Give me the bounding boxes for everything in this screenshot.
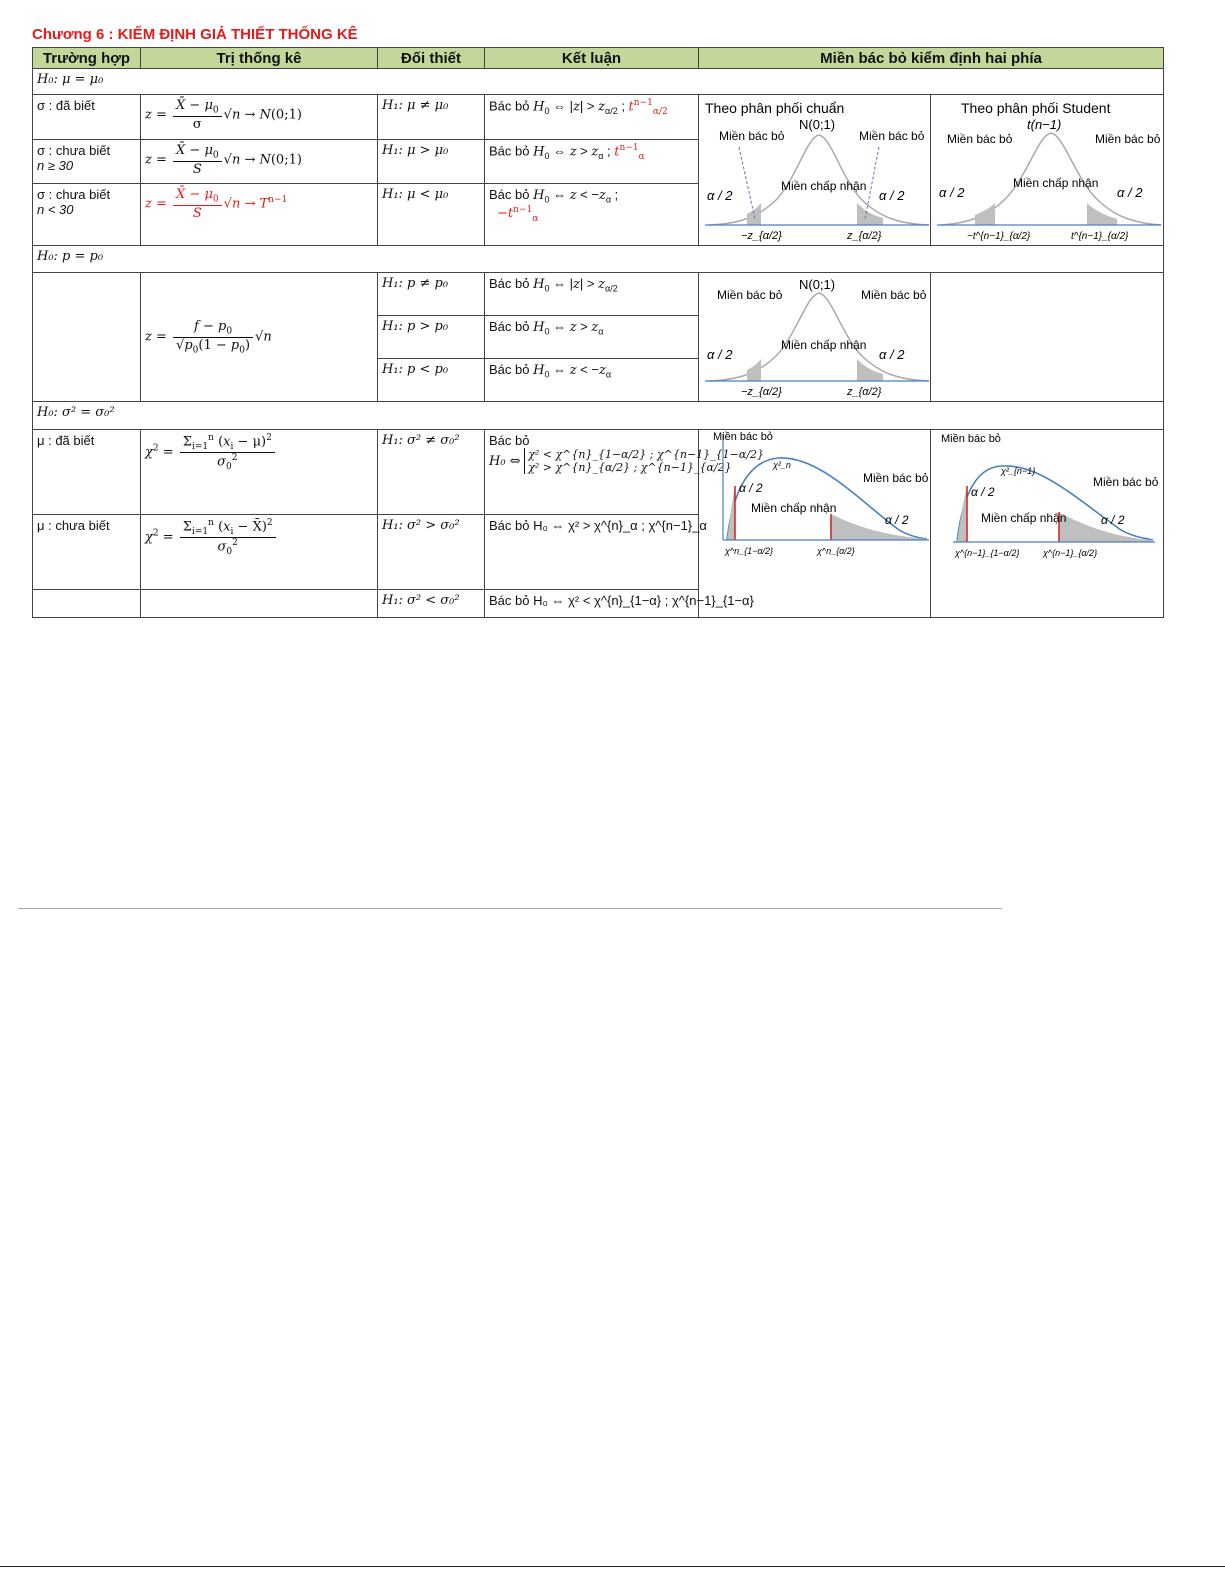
concl-prop-gt: Bác bỏ $H_0$ ⇔ $z > z_\alpha$ bbox=[485, 316, 699, 359]
chi1-dist-label: χ²_{n−1} bbox=[1001, 466, 1036, 476]
chi-square-n1-chart bbox=[931, 430, 1163, 558]
chi-left-shade bbox=[727, 486, 735, 540]
section-variance: H₀: σ² = σ₀² bbox=[33, 402, 1164, 430]
alpha-left-2: α / 2 bbox=[707, 347, 733, 362]
chi-alpha-right: α / 2 bbox=[885, 513, 909, 527]
normal-left-crit-2: −z_{α/2} bbox=[741, 386, 782, 398]
concl-var-gt: Bác bỏ H₀ ⇔ χ² > χ^{n}_α ; χ^{n−1}_α bbox=[485, 515, 699, 590]
student-left-crit: −t^{n−1}_{α/2} bbox=[967, 231, 1031, 242]
left-tail-shade bbox=[747, 203, 761, 225]
header-case: Trường hợp bbox=[33, 48, 141, 69]
concl-var-neq-label: Bác bỏ bbox=[489, 433, 530, 448]
student-dist-label: t(n−1) bbox=[1027, 117, 1062, 132]
section-mean: H₀: μ = μ₀ bbox=[33, 69, 1164, 95]
case-sigma-known: σ : đã biết bbox=[33, 95, 141, 140]
stat-empty bbox=[141, 590, 378, 618]
stat-z-s: z = $\frac{X̄ - \mu_0}{S}$ √n → N(0;1) bbox=[141, 140, 378, 184]
student-reject-right: Miền bác bỏ bbox=[1095, 132, 1161, 146]
header-alternative: Đối thiết bbox=[378, 48, 485, 69]
alpha-right: α / 2 bbox=[879, 188, 905, 203]
chi1-left-crit: χ^{n−1}_{1−α/2} bbox=[955, 548, 1020, 558]
normal-chart-cell-2 bbox=[699, 273, 931, 402]
alt-mean-gt: H₁: μ > μ₀ bbox=[378, 140, 485, 184]
case-empty bbox=[33, 590, 141, 618]
chi-reject-left: Miền bác bỏ bbox=[713, 431, 773, 443]
alpha-left: α / 2 bbox=[707, 188, 733, 203]
chi-accept-label: Miền chấp nhận bbox=[751, 501, 837, 515]
reject-left-label-2: Miền bác bỏ bbox=[717, 288, 783, 302]
chi1-alpha-left: α / 2 bbox=[971, 485, 995, 499]
concl-var-sys-2: χ² > χ^{n}_{α/2} ; χ^{n−1}_{α/2} bbox=[528, 461, 732, 474]
concl-var-lt: Bác bỏ H₀ ⇔ χ² < χ^{n}_{1−α} ; χ^{n−1}_{1−α} bbox=[485, 590, 699, 618]
student-chart-cell bbox=[931, 95, 1164, 246]
bottom-rule bbox=[0, 1566, 1225, 1567]
chi1-right-crit: χ^{n−1}_{α/2} bbox=[1043, 548, 1098, 558]
section-proportion: H₀: p = p₀ bbox=[33, 246, 1164, 273]
alt-mean-lt: H₁: μ < μ₀ bbox=[378, 184, 485, 246]
case-mu-known: μ : đã biết bbox=[33, 430, 141, 515]
case-n-lt-30: n < 30 bbox=[37, 202, 74, 217]
student-alpha-left: α / 2 bbox=[939, 185, 965, 200]
student-distribution-chart bbox=[931, 95, 1163, 245]
accept-label-2: Miền chấp nhận bbox=[781, 338, 867, 352]
normal-chart-cell bbox=[699, 95, 931, 246]
alt-prop-lt: H₁: p < p₀ bbox=[378, 359, 485, 402]
normal-right-crit-2: z_{α/2} bbox=[847, 386, 882, 398]
hypothesis-table bbox=[32, 47, 1164, 618]
student-right-crit: t^{n−1}_{α/2} bbox=[1071, 231, 1129, 242]
alt-prop-neq: H₁: p ≠ p₀ bbox=[378, 273, 485, 316]
stat-z-sigma: z = $\frac{X̄ - \mu_0}{\sigma}$ √n → N(0;1) bbox=[141, 95, 378, 140]
normal-distribution-chart bbox=[699, 95, 930, 245]
case-sigma-unknown-large bbox=[33, 140, 141, 184]
stat-chi-xbar: $\chi^2$ = $\frac{\Sigma_{i=1}^n (x_i - X̄)^2}{\sigma_0^2}$ bbox=[141, 515, 378, 590]
header-rejection-region: Miền bác bỏ kiểm định hai phía bbox=[699, 48, 1164, 69]
concl-mean-gt: Bác bỏ $H_0$ ⇔ $z > z_\alpha$ ; $t^{n-1}_\alpha$ bbox=[485, 140, 699, 184]
student-chart-title: Theo phân phối Student bbox=[961, 100, 1111, 116]
reject-right-label-2: Miền bác bỏ bbox=[861, 288, 927, 302]
case-sigma-unknown-label-2: σ : chưa biết bbox=[37, 187, 111, 202]
student-accept-label: Miền chấp nhận bbox=[1013, 176, 1099, 190]
header-statistic: Trị thống kê bbox=[141, 48, 378, 69]
reject-right-label: Miền bác bỏ bbox=[859, 129, 925, 143]
chi1-accept-label: Miền chấp nhận bbox=[981, 511, 1067, 525]
alt-var-lt: H₁: σ² < σ₀² bbox=[378, 590, 485, 618]
stat-t: z = $\frac{X̄ - \mu_0}{S}$ $√n \to T^{n-1}$ bbox=[141, 184, 378, 246]
concl-var-lead: H₀ ⇔ bbox=[489, 453, 521, 469]
stat-chi-mu: $\chi^2$ = $\frac{\Sigma_{i=1}^n (x_i - \mu)^2}{\sigma_0^2}$ bbox=[141, 430, 378, 515]
chi1-reject-right: Miền bác bỏ bbox=[1093, 475, 1159, 489]
student-alpha-right: α / 2 bbox=[1117, 185, 1143, 200]
chi-reject-right: Miền bác bỏ bbox=[863, 471, 929, 485]
concl-var-sys-1: χ² < χ^{n}_{1−α/2} ; χ^{n−1}_{1−α/2} bbox=[528, 448, 765, 461]
concl-prop-neq: Bác bỏ $H_0$ ⇔ $|z| > z_{\alpha/2}$ bbox=[485, 273, 699, 316]
student-right-shade bbox=[1087, 203, 1117, 225]
normal-left-crit: −z_{α/2} bbox=[741, 230, 782, 242]
case-n-ge-30: n ≥ 30 bbox=[37, 158, 74, 173]
alt-prop-gt: H₁: p > p₀ bbox=[378, 316, 485, 359]
chi-dist-label: χ²_n bbox=[773, 460, 791, 470]
header-row bbox=[33, 48, 1164, 69]
chi-alpha-left: α / 2 bbox=[739, 481, 763, 495]
concl-mean-lt: Bác bỏ $H_0$ ⇔ $z < -z_\alpha$ ; $-t^{n-1}_\alpha$ bbox=[485, 184, 699, 246]
chi-right-crit: χ^n_{α/2} bbox=[817, 546, 855, 556]
normal-right-crit: z_{α/2} bbox=[847, 230, 882, 242]
alt-mean-neq: H₁: μ ≠ μ₀ bbox=[378, 95, 485, 140]
page-divider bbox=[18, 908, 1002, 909]
student-left-shade bbox=[975, 203, 995, 225]
chi1-reject-left: Miền bác bỏ bbox=[941, 433, 1001, 445]
accept-label: Miền chấp nhận bbox=[781, 179, 867, 193]
case-sigma-unknown-label: σ : chưa biết bbox=[37, 143, 111, 158]
arrow-left bbox=[739, 147, 755, 219]
case-mu-unknown: μ : chưa biết bbox=[33, 515, 141, 590]
normal-curve-2 bbox=[709, 293, 929, 381]
alt-var-neq: H₁: σ² ≠ σ₀² bbox=[378, 430, 485, 515]
concl-prop-lt: Bác bỏ $H_0$ ⇔ $z < -z_\alpha$ bbox=[485, 359, 699, 402]
reject-left-label: Miền bác bỏ bbox=[719, 129, 785, 143]
case-sigma-unknown-small bbox=[33, 184, 141, 246]
stat-proportion: z = $\frac{f - p_0}{√p_0(1 - p_0)}$ √n bbox=[141, 273, 378, 402]
alpha-right-2: α / 2 bbox=[879, 347, 905, 362]
empty-cell-prop bbox=[931, 273, 1164, 402]
normal-chart-title: Theo phân phối chuẩn bbox=[705, 100, 845, 116]
student-reject-left: Miền bác bỏ bbox=[947, 132, 1013, 146]
chi1-left-shade bbox=[957, 486, 967, 542]
concl-mean-neq: Bác bỏ $H_0$ ⇔ $|z| > z_{\alpha/2}$ ; $t^{n-1}_{\alpha/2}$ bbox=[485, 95, 699, 140]
alt-var-gt: H₁: σ² > σ₀² bbox=[378, 515, 485, 590]
case-proportion bbox=[33, 273, 141, 402]
chi1-alpha-right: α / 2 bbox=[1101, 513, 1125, 527]
left-tail-shade-2 bbox=[747, 359, 761, 381]
normal-dist-label-2: N(0;1) bbox=[799, 277, 836, 292]
normal-distribution-chart-2 bbox=[699, 273, 930, 399]
normal-dist-label: N(0;1) bbox=[799, 117, 836, 132]
chi1-chart-cell bbox=[931, 430, 1164, 618]
page-title: Chương 6 : KIỂM ĐỊNH GIẢ THIẾT THỐNG KÊ bbox=[32, 26, 358, 43]
header-conclusion: Kết luận bbox=[485, 48, 699, 69]
chi-left-crit: χ^n_{1−α/2} bbox=[725, 546, 774, 556]
